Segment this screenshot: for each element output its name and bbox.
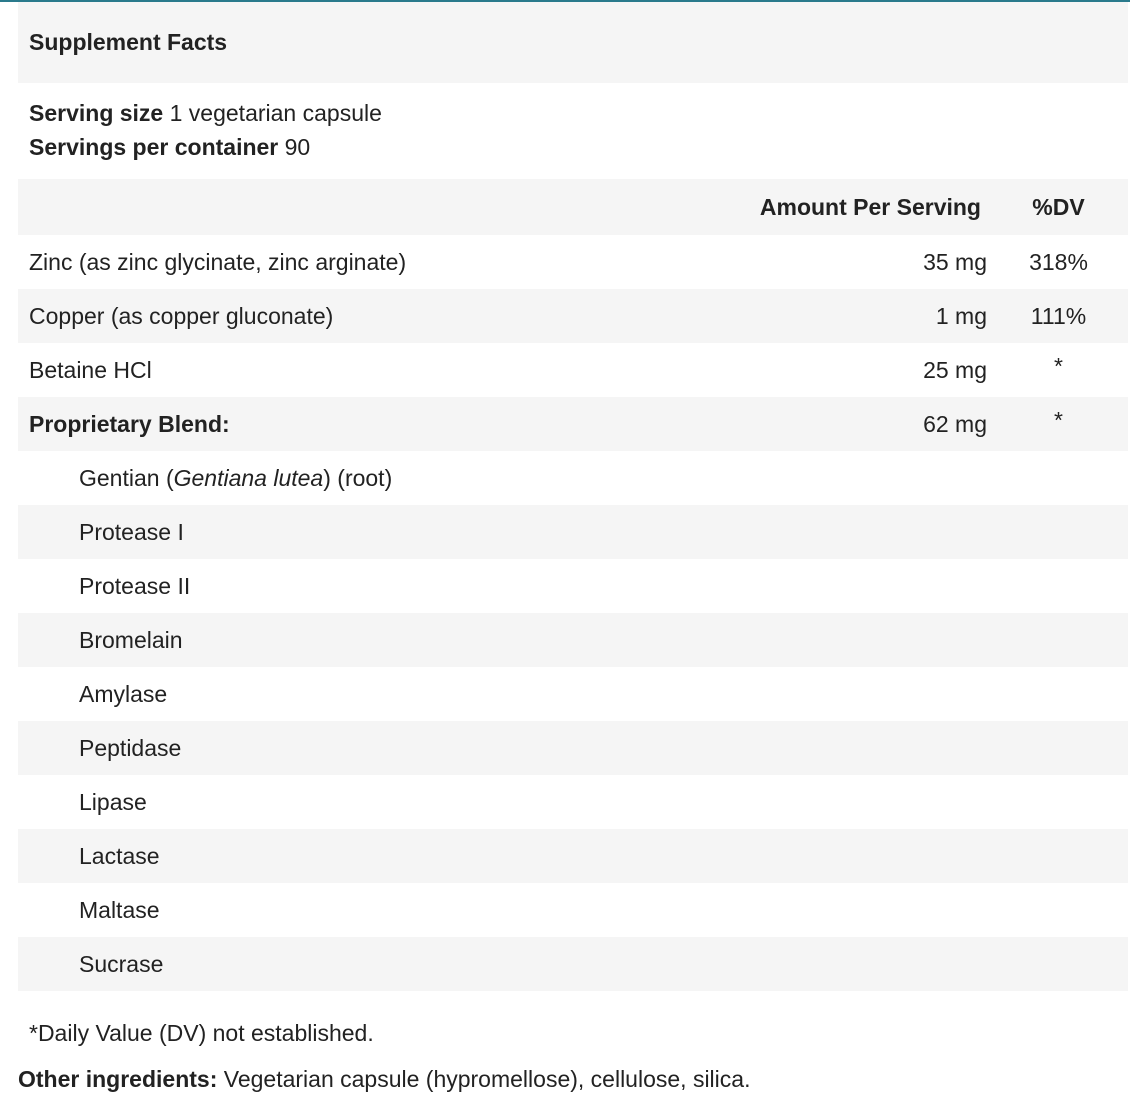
blend-item-row — [18, 667, 1128, 721]
nutrient-name: Betaine HCl — [29, 356, 152, 383]
blend-item-name: Protease II — [79, 572, 191, 599]
other-ingredients-value: Vegetarian capsule (hypromellose), cellulose, silica. — [217, 1066, 751, 1092]
blend-item-name: Sucrase — [79, 950, 164, 977]
other-ingredients — [18, 1066, 750, 1093]
table-row — [18, 343, 1128, 397]
nutrient-name: Copper (as copper gluconate) — [29, 302, 334, 329]
serving-size-line — [29, 96, 1128, 130]
blend-item-name: Protease I — [79, 518, 184, 545]
table-row — [18, 289, 1128, 343]
table-row — [18, 235, 1128, 289]
blend-item-row — [18, 829, 1128, 883]
servings-per-container-line — [29, 130, 1128, 164]
blend-item-name: Lipase — [79, 788, 147, 815]
blend-item-name: Bromelain — [79, 626, 183, 653]
nutrient-name: Zinc (as zinc glycinate, zinc arginate) — [29, 248, 407, 275]
blend-item-prefix: Gentian ( — [79, 464, 174, 491]
nutrient-dv: * — [1054, 406, 1063, 433]
blend-item-row — [18, 451, 1128, 505]
serving-size-label: Serving size — [29, 100, 164, 126]
blend-item-row — [18, 613, 1128, 667]
blend-item-latin-name: Gentiana lutea — [173, 464, 324, 491]
blend-item-row — [18, 775, 1128, 829]
serving-size-value: 1 vegetarian capsule — [169, 100, 382, 126]
nutrient-amount: 1 mg — [935, 302, 987, 329]
nutrient-dv: 318% — [1029, 248, 1088, 275]
nutrient-name: Proprietary Blend: — [29, 410, 230, 437]
blend-item-name: Lactase — [79, 842, 160, 869]
dv-footnote: *Daily Value (DV) not established. — [29, 1020, 374, 1046]
other-ingredients-label: Other ingredients: — [18, 1066, 218, 1092]
blend-item-row — [18, 559, 1128, 613]
blend-item-name: Amylase — [79, 680, 168, 707]
nutrient-dv: 111% — [1030, 302, 1087, 329]
nutrient-amount: 35 mg — [923, 248, 987, 275]
nutrient-amount: 25 mg — [923, 356, 987, 383]
serving-info — [18, 83, 1128, 179]
header-dv: %DV — [1032, 193, 1085, 220]
blend-item-row — [18, 937, 1128, 991]
blend-item-suffix: ) (root) — [323, 464, 393, 491]
table-header-row — [18, 179, 1128, 235]
servings-per-container-label: Servings per container — [29, 134, 279, 160]
nutrient-dv: * — [1054, 352, 1063, 379]
blend-item-name: Maltase — [79, 896, 160, 923]
panel-title: Supplement Facts — [29, 29, 228, 55]
blend-item-row — [18, 505, 1128, 559]
panel-title-bar — [18, 2, 1128, 83]
blend-item-name: Peptidase — [79, 734, 182, 761]
supplement-facts-panel — [18, 2, 1128, 991]
servings-per-container-value: 90 — [284, 134, 311, 160]
blend-item-row — [18, 883, 1128, 937]
nutrient-amount: 62 mg — [923, 410, 987, 437]
table-row — [18, 397, 1128, 451]
blend-item-name — [18, 465, 1128, 492]
blend-item-row — [18, 721, 1128, 775]
header-amount: Amount Per Serving — [759, 193, 981, 220]
